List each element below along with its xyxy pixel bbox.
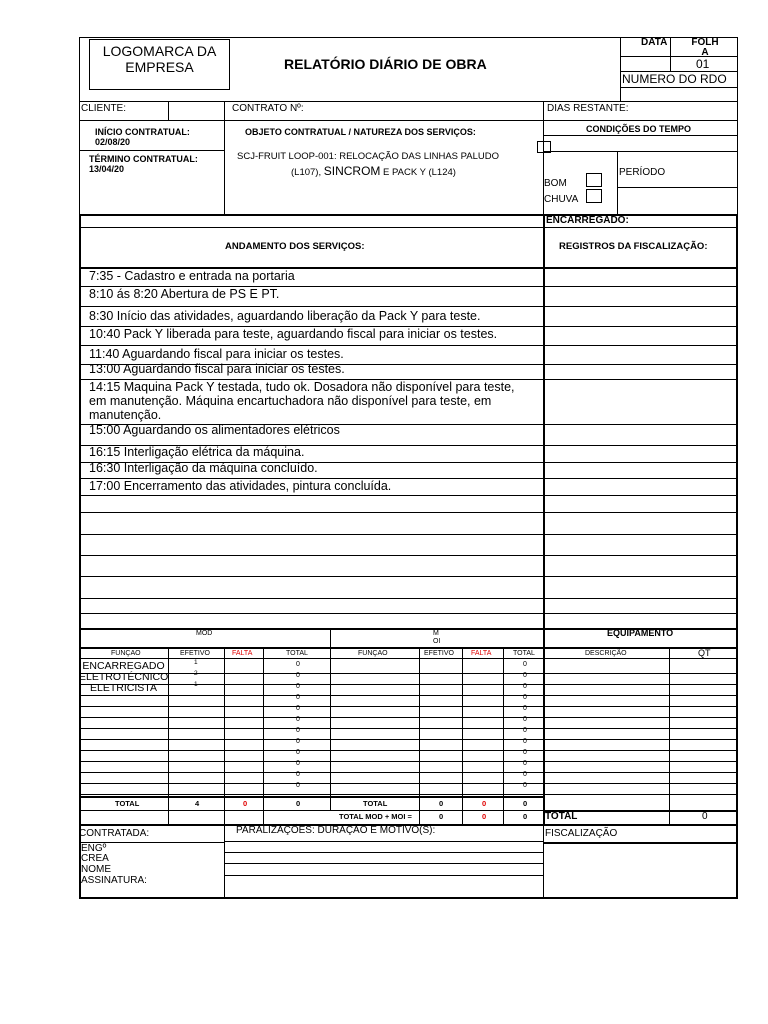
service-entry: em manutenção. Máquina encartuchadora não disponível para teste, em: [89, 394, 492, 408]
days-remaining-label: DIAS RESTANTE:: [547, 103, 629, 114]
moi-row-total: 0: [523, 683, 527, 690]
contract-object-label: OBJETO CONTRATUAL / NATUREZA DOS SERVIÇOS:: [245, 127, 476, 137]
mod-label: MOD: [196, 630, 213, 637]
client-label: CLIENTE:: [81, 103, 127, 114]
name-label: NOME: [81, 864, 111, 875]
signature-label: ASSINATURA:: [81, 875, 147, 886]
col-absence-moi: FALTA: [471, 650, 492, 657]
col-description: DESCRIÇÃO: [585, 650, 627, 657]
mod-row-total: 0: [296, 672, 300, 679]
mod-row-total: 0: [296, 705, 300, 712]
service-entry: manutenção.: [89, 408, 162, 422]
mod-row-total: 0: [296, 661, 300, 668]
contract-object-line1: SCJ-FRUIT LOOP-001: RELOCAÇÃO DAS LINHAS PALUDO: [237, 151, 500, 162]
service-entry: 14:15 Maquina Pack Y testada, tudo ok. Dosadora não disponível para teste,: [89, 380, 515, 394]
mod-row-total: 0: [296, 694, 300, 701]
moi-row-total: 0: [523, 749, 527, 756]
start-date: 02/08/20: [95, 137, 131, 147]
col-quantity: QT: [698, 648, 711, 658]
weather-rain-checkbox[interactable]: [586, 189, 602, 203]
mod-row-total: 0: [296, 771, 300, 778]
moi-total-label: TOTAL: [363, 799, 388, 808]
mod-row-total: 0: [296, 760, 300, 767]
inspection-records-label: REGISTROS DA FISCALIZAÇÃO:: [559, 241, 708, 252]
mod-total-staff: 4: [195, 799, 200, 808]
sheet-label: FOLHA: [691, 37, 719, 58]
moi-label: MOI: [433, 630, 441, 645]
moi-row-total: 0: [523, 661, 527, 668]
weather-good-label: BOM: [544, 178, 567, 189]
grand-total-staff: 0: [439, 812, 444, 821]
mod-row-total: 0: [296, 727, 300, 734]
mod-row-function: ELETROTÉCNICO: [79, 671, 169, 683]
stoppages-label: PARALIZAÇÕES: DURAÇÃO E MOTIVO(S):: [236, 825, 436, 836]
service-entry: 13:00 Aguardando fiscal para iniciar os testes.: [89, 362, 345, 376]
moi-row-total: 0: [523, 760, 527, 767]
date-label: DATA: [641, 37, 668, 48]
weather-label: CONDIÇÕES DO TEMPO: [586, 124, 692, 134]
mod-row-staff: 1: [194, 659, 198, 666]
start-date-label: INÍCIO CONTRATUAL:: [95, 127, 190, 137]
page-title: RELATÓRIO DIÁRIO DE OBRA: [284, 56, 487, 72]
col-absence-mod: FALTA: [232, 650, 253, 657]
period-label: PERÍODO: [619, 167, 666, 178]
service-entry: 8:30 Início das atividades, aguardando liberação da Pack Y para teste.: [89, 309, 481, 323]
moi-row-total: 0: [523, 771, 527, 778]
rdo-number-label: NUMERO DO RDO: [622, 72, 727, 86]
moi-total-total: 0: [523, 799, 528, 808]
service-entry: 8:10 ás 8:20 Abertura de PS E PT.: [89, 287, 280, 301]
contract-object-line2: (L107), SINCROM E PACK Y (L124): [291, 164, 456, 178]
company-logo-text: LOGOMARCA DA EMPRESA: [102, 43, 217, 75]
mod-row-staff: 1: [194, 681, 198, 688]
moi-row-total: 0: [523, 705, 527, 712]
weather-checkbox-top[interactable]: [537, 141, 551, 153]
col-total-mod: TOTAL: [286, 650, 308, 657]
equipment-label: EQUIPAMENTO: [607, 628, 674, 638]
col-function-moi: FUNÇAO: [358, 650, 388, 657]
service-entry: 7:35 - Cadastro e entrada na portaria: [89, 269, 295, 283]
weather-good-checkbox[interactable]: [586, 173, 602, 187]
moi-row-total: 0: [523, 738, 527, 745]
mod-row-staff: 2: [194, 670, 198, 677]
mod-row-total: 0: [296, 683, 300, 690]
service-entry: 16:15 Interligação elétrica da máquina.: [89, 445, 305, 459]
service-entry: 11:40 Aguardando fiscal para iniciar os testes.: [89, 347, 344, 361]
grand-total-absence: 0: [482, 812, 487, 821]
foreman-label: ENCARREGADO:: [546, 215, 629, 226]
col-staff-mod: EFETIVO: [180, 650, 210, 657]
service-entry: 15:00 Aguardando os alimentadores elétricos: [89, 423, 340, 437]
grand-total-label: TOTAL MOD + MOI =: [339, 812, 412, 821]
contractor-label: CONTRATADA:: [79, 828, 150, 839]
mod-row-total: 0: [296, 716, 300, 723]
moi-row-total: 0: [523, 672, 527, 679]
mod-row-function: ELETRICISTA: [90, 682, 157, 694]
end-date: 13/04/20: [89, 164, 125, 174]
equipment-total-label: TOTAL: [545, 811, 578, 822]
moi-row-total: 0: [523, 727, 527, 734]
mod-total-label: TOTAL: [115, 799, 140, 808]
grand-total-total: 0: [523, 812, 528, 821]
col-staff-moi: EFETIVO: [424, 650, 454, 657]
mod-row-function: ENCARREGADO: [82, 660, 165, 672]
crea-label: CREA: [81, 853, 109, 864]
weather-rain-label: CHUVA: [544, 194, 579, 205]
mod-row-total: 0: [296, 749, 300, 756]
col-function-mod: FUNÇAO: [111, 650, 141, 657]
col-total-moi: TOTAL: [513, 650, 535, 657]
mod-row-total: 0: [296, 738, 300, 745]
moi-total-absence: 0: [482, 799, 487, 808]
moi-row-total: 0: [523, 716, 527, 723]
inspection-label: FISCALIZAÇÃO: [545, 828, 618, 839]
services-progress-label: ANDAMENTO DOS SERVIÇOS:: [225, 241, 365, 252]
service-entry: 16:30 Interligação da máquina concluído.: [89, 461, 318, 475]
mod-row-total: 0: [296, 782, 300, 789]
mod-total-total: 0: [296, 799, 301, 808]
contract-label: CONTRATO Nº:: [232, 103, 304, 114]
service-entry: 10:40 Pack Y liberada para teste, aguardando fiscal para iniciar os testes.: [89, 327, 498, 341]
mod-total-absence: 0: [243, 799, 248, 808]
service-entry: 17:00 Encerramento das atividades, pintura concluída.: [89, 479, 392, 493]
moi-total-staff: 0: [439, 799, 444, 808]
moi-row-total: 0: [523, 782, 527, 789]
moi-row-total: 0: [523, 694, 527, 701]
sheet-number: 01: [696, 57, 710, 71]
equipment-total-value: 0: [702, 811, 708, 822]
engineer-label: ENGº: [81, 843, 107, 854]
end-date-label: TÉRMINO CONTRATUAL:: [89, 154, 198, 164]
